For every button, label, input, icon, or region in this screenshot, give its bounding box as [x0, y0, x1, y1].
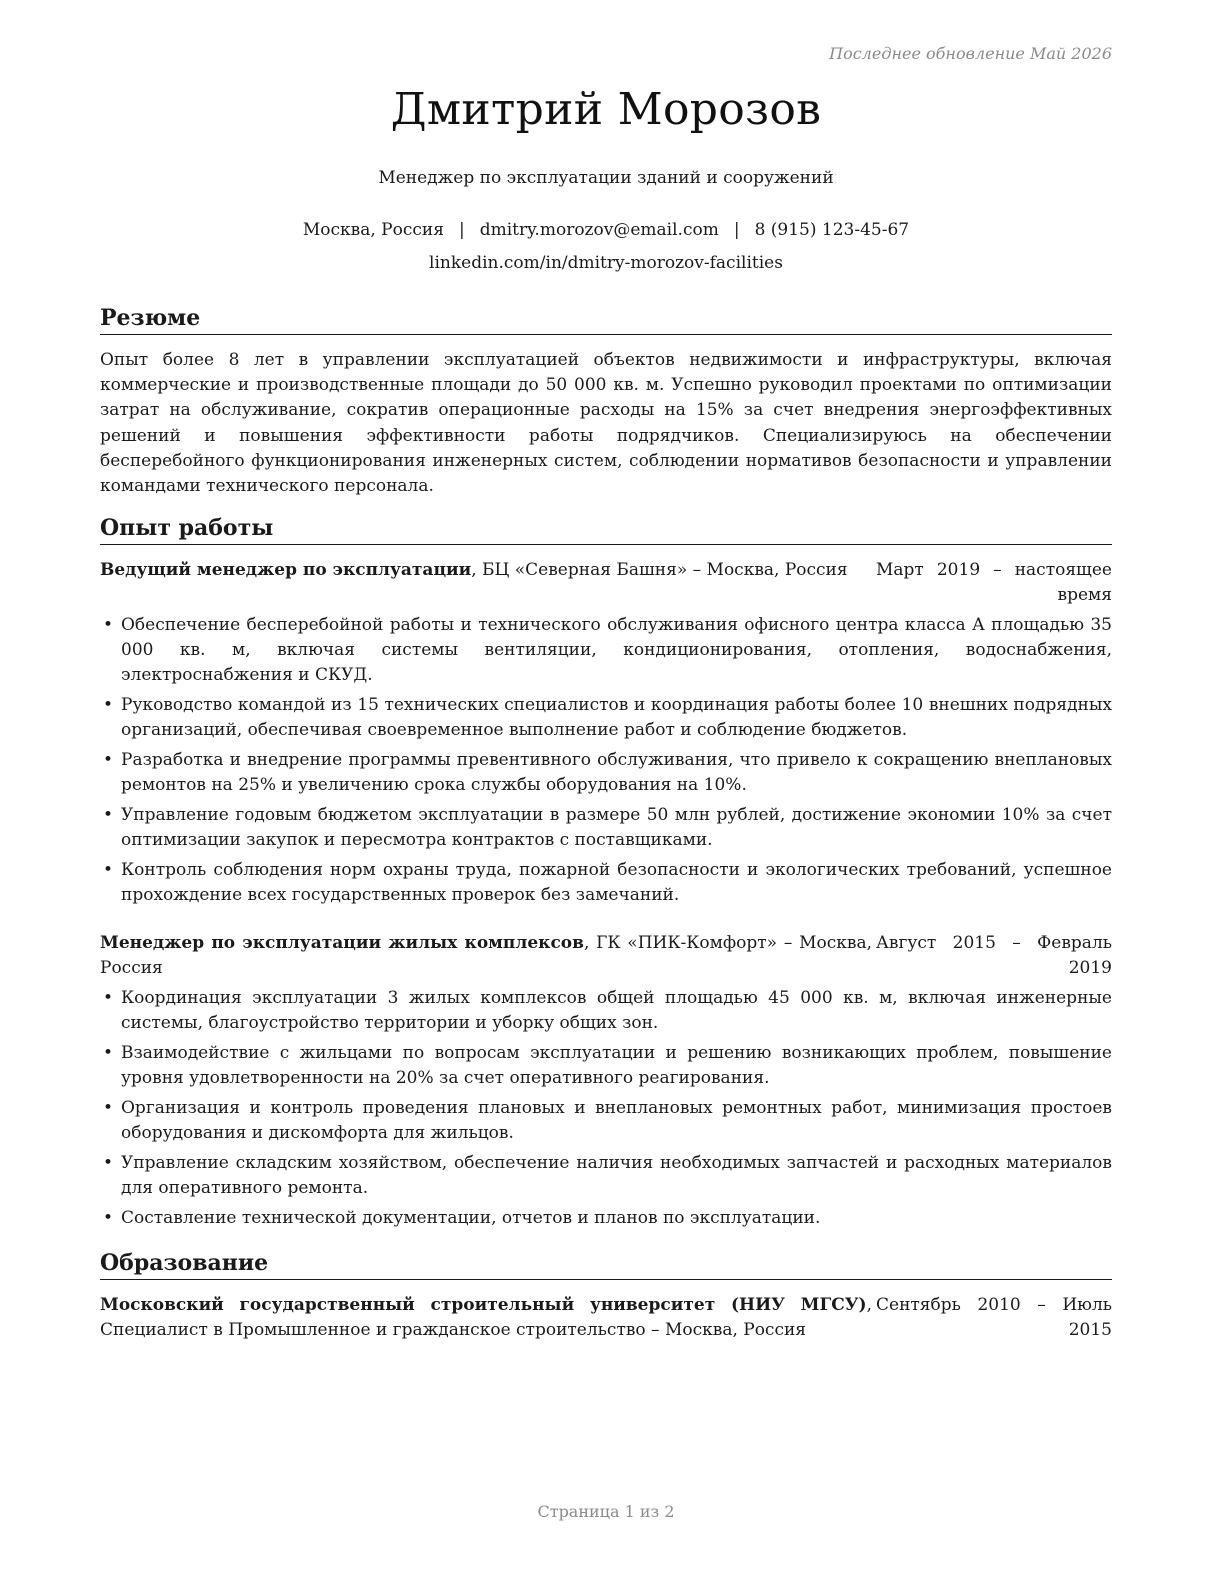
page-number: Страница 1 из 2: [537, 1502, 675, 1521]
job-position: Менеджер по эксплуатации жилых комплексов: [100, 933, 584, 953]
candidate-role: Менеджер по эксплуатации зданий и сооружений: [378, 168, 834, 188]
list-item: • Организация и контроль проведения плановых и внеплановых ремонтных работ, минимизация простоев оборудования и дискомфорта для жильцов.: [100, 1096, 1112, 1146]
job-bullets: [100, 986, 1112, 1236]
candidate-name: Дмитрий Морозов: [390, 84, 822, 135]
location: Москва, Россия: [302, 220, 444, 240]
experience-heading: Опыт работы: [100, 515, 1112, 545]
separator: |: [458, 220, 465, 240]
education-dates: Сентябрь 2010 – Июль 2015: [876, 1295, 1112, 1340]
degree-details: , Специалист в Промышленное и гражданское строительство – Москва, Россия: [100, 1295, 872, 1340]
last-updated: Последнее обновление Май 2026: [829, 44, 1112, 63]
job-company: , БЦ «Северная Башня» – Москва, Россия: [471, 560, 848, 580]
job-position: Ведущий менеджер по эксплуатации: [100, 560, 472, 580]
job-company: , ГК «ПИК-Комфорт» – Москва, Россия: [100, 933, 872, 978]
list-item: • Составление технической документации, отчетов и планов по эксплуатации.: [100, 1206, 1112, 1231]
list-item: • Руководство командой из 15 технических специалистов и координация работы более 10 внешних подрядных организаций, обеспечивая своевременное выполнение работ и соблюдение бюджетов.: [100, 693, 1112, 743]
job-header: [100, 931, 1112, 981]
list-item: • Обеспечение бесперебойной работы и технического обслуживания офисного центра класса А площадью 35 000 кв. м, включая системы вентиляции, кондиционирования, отопления, водоснабжения, электроснабжения и СКУД.: [100, 613, 1112, 688]
job-bullets: [100, 613, 1112, 913]
contact-line: [100, 220, 1112, 240]
education-entry: [100, 1293, 1112, 1343]
job-dates: Март 2019 – настоящее время: [876, 560, 1112, 605]
resume-page: [100, 0, 1112, 1584]
linkedin-link[interactable]: linkedin.com/in/dmitry-morozov-facilities: [429, 253, 783, 273]
list-item: • Управление складским хозяйством, обеспечение наличия необходимых запчастей и расходных материалов для оперативного ремонта.: [100, 1151, 1112, 1201]
list-item: • Разработка и внедрение программы превентивного обслуживания, что привело к сокращению внеплановых ремонтов на 25% и увеличению срока службы оборудования на 10%.: [100, 748, 1112, 798]
list-item: • Контроль соблюдения норм охраны труда, пожарной безопасности и экологических требований, успешное прохождение всех государственных проверок без замечаний.: [100, 858, 1112, 908]
email-link[interactable]: dmitry.morozov@email.com: [479, 220, 719, 240]
education-heading: Образование: [100, 1250, 1112, 1280]
summary-text: Опыт более 8 лет в управлении эксплуатацией объектов недвижимости и инфраструктуры, включая коммерческие и производственные площади до 50 000 кв. м. Успешно руководил проектами по оптимизации затрат на обслуживание, сократив операционные расходы на 15% за счет внедрения энергоэффективных решений и повышения эффективности работы подрядчиков. Специализируюсь на обеспечении бесперебойного функционирования инженерных систем, соблюдении нормативов безопасности и управлении командами технического персонала.: [100, 350, 1112, 497]
summary-heading: Резюме: [100, 305, 1112, 335]
phone: 8 (915) 123-45-67: [754, 220, 910, 240]
separator: |: [733, 220, 740, 240]
list-item: • Управление годовым бюджетом эксплуатации в размере 50 млн рублей, достижение экономии 10% за счет оптимизации закупок и пересмотра контрактов с поставщиками.: [100, 803, 1112, 853]
job-header: [100, 558, 1112, 605]
job-dates: Август 2015 – Февраль 2019: [876, 933, 1112, 978]
list-item: • Координация эксплуатации 3 жилых комплексов общей площадью 45 000 кв. м, включая инженерные системы, благоустройство территории и уборку общих зон.: [100, 986, 1112, 1036]
list-item: • Взаимодействие с жильцами по вопросам эксплуатации и решению возникающих проблем, повышение уровня удовлетворенности на 20% за счет оперативного реагирования.: [100, 1041, 1112, 1091]
institution-name: Московский государственный строительный университет (НИУ МГСУ): [100, 1295, 867, 1315]
